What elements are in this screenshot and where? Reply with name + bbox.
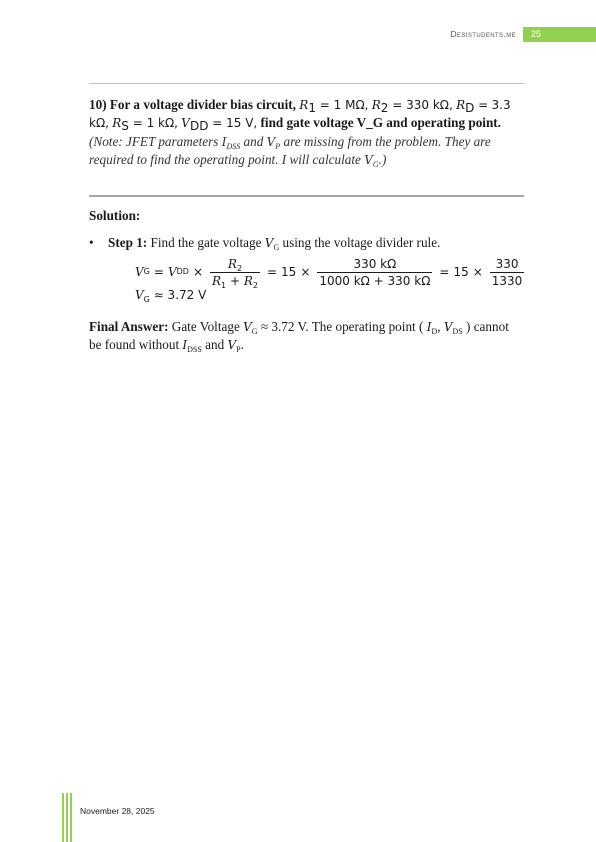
eq-equals-3: =: [439, 265, 450, 279]
step-1-text2: using the voltage divider rule.: [279, 235, 441, 250]
final-vp-sub: P: [236, 345, 241, 354]
footer-bar: [66, 793, 68, 842]
top-divider: [89, 83, 524, 84]
final-id-sub: D: [431, 327, 438, 336]
final-idss-sub: DSS: [187, 345, 202, 354]
fraction-2-denominator: 1000 kΩ + 330 kΩ: [319, 273, 431, 288]
final-t3: ) cannot be found without: [89, 319, 509, 352]
page-number-badge: 25: [523, 27, 596, 42]
rd-value: 3.3 kΩ,: [89, 98, 511, 130]
final-idss-symbol: I: [182, 338, 188, 352]
eq-vdd-symbol: V: [167, 265, 177, 279]
bullet: •: [89, 235, 94, 250]
question-text: [89, 96, 524, 132]
r2-symbol: R: [371, 98, 381, 112]
step-1-text1: Find the gate voltage: [147, 235, 265, 250]
final-id-symbol: I: [426, 320, 432, 334]
vdd-value: = 15 V,: [208, 116, 258, 130]
fraction-kohm: [317, 257, 432, 288]
eq-times-3: ×: [472, 265, 483, 279]
eq-times-1: ×: [192, 265, 203, 279]
final-and: and: [201, 337, 228, 352]
final-vp-symbol: V: [227, 338, 237, 352]
eq-lhs-symbol: V: [135, 265, 144, 279]
fraction-3-denominator: 1330: [491, 273, 523, 288]
f1-den-r1: R: [212, 273, 222, 288]
rd-equals: =: [474, 98, 489, 112]
note-part1: (Note: JFET parameters: [89, 134, 222, 149]
fraction-2-numerator: 330 kΩ: [353, 256, 397, 271]
final-vg-sub: G: [251, 327, 258, 336]
step-1-vg-symbol: V: [264, 236, 274, 250]
final-vds-symbol: V: [443, 320, 453, 334]
f1-num-sub: 2: [236, 263, 243, 273]
rd-symbol: R: [456, 98, 466, 112]
fraction-1-denominator: [210, 272, 260, 288]
header-site-name: Desistudents.me: [450, 29, 516, 39]
note-part3: are missing from the problem. They are required to find the operating point. I will calculate: [89, 134, 491, 167]
f1-num-symbol: R: [227, 256, 237, 271]
question-tail: find gate voltage V_G and operating point.: [257, 115, 501, 130]
rs-symbol: R: [112, 116, 122, 130]
note-text: [89, 133, 524, 169]
vdd-symbol: V: [181, 116, 190, 130]
note-vg-sub: G: [372, 160, 379, 169]
step-1-text: [108, 234, 524, 252]
gate-voltage-equation: V G = V DD × $\frac{R_2}{R_1 + R_2}$ = 15 × $\frac{330 k\Omega}{1000 k\Omega + 330 k\Omega}$ = 15 × $\frac{330}{1330}$: [135, 256, 523, 290]
r1-symbol: R: [299, 98, 309, 112]
eq-equals-2: =: [266, 265, 278, 279]
note-vp-sub: P: [275, 142, 281, 151]
note-vg-symbol: V: [364, 153, 373, 167]
f1-den-r2: R: [243, 273, 253, 288]
f1-den-plus: +: [226, 273, 244, 288]
step-1: [89, 234, 524, 252]
result-value: ≈ 3.72 V: [149, 288, 207, 302]
final-t1: Gate Voltage: [168, 319, 244, 334]
question-block: [89, 96, 524, 169]
final-answer-label: Final Answer:: [89, 319, 169, 334]
eq-constant-2: 15: [453, 265, 469, 279]
fraction-1-numerator: [226, 257, 244, 272]
eq-times-2: ×: [300, 265, 311, 279]
final-vg-symbol: V: [243, 320, 252, 334]
final-answer: [89, 318, 524, 354]
gate-voltage-result: [135, 288, 206, 302]
final-t2: ≈ 3.72 V. The operating point (: [257, 319, 427, 334]
fraction-r2-over-sum: [210, 257, 260, 288]
eq-equals-1: =: [153, 265, 164, 279]
vdd-sub: DD: [189, 119, 209, 133]
footer-bar: [62, 793, 64, 842]
fraction-3-numerator: 330: [495, 256, 519, 271]
footer-date: November 28, 2025: [80, 806, 155, 816]
eq-constant-1: 15: [281, 265, 297, 279]
note-vp-symbol: V: [266, 135, 276, 149]
note-idss-symbol: I: [221, 135, 227, 149]
rd-sub: D: [465, 101, 475, 115]
footer-bar: [70, 793, 72, 842]
r2-value: = 330 kΩ,: [388, 98, 453, 112]
note-part2: and: [240, 134, 267, 149]
final-comma: ,: [437, 319, 444, 334]
f1-den-r1-sub: 1: [221, 280, 227, 290]
r1-value: = 1 MΩ,: [315, 98, 369, 112]
result-sub: G: [143, 295, 150, 304]
rs-sub: S: [121, 119, 129, 133]
final-vds-sub: DS: [452, 327, 463, 336]
section-divider: [89, 195, 524, 197]
result-symbol: V: [135, 288, 144, 302]
fraction-numeric: [490, 257, 525, 288]
question-lead: 10) For a voltage divider bias circuit,: [89, 97, 296, 112]
r2-sub: 2: [380, 101, 389, 115]
r1-sub: 1: [308, 101, 316, 115]
step-1-vg-sub: G: [273, 243, 280, 252]
step-1-label: Step 1:: [108, 235, 148, 250]
solution-heading: Solution:: [89, 208, 141, 223]
rs-value: = 1 kΩ,: [128, 116, 178, 130]
final-end: .: [240, 337, 244, 352]
f1-den-r2-sub: 2: [252, 280, 258, 290]
footer-accent-bars: [62, 793, 76, 842]
note-idss-sub: DSS: [226, 142, 241, 151]
note-part4: .): [378, 152, 387, 167]
